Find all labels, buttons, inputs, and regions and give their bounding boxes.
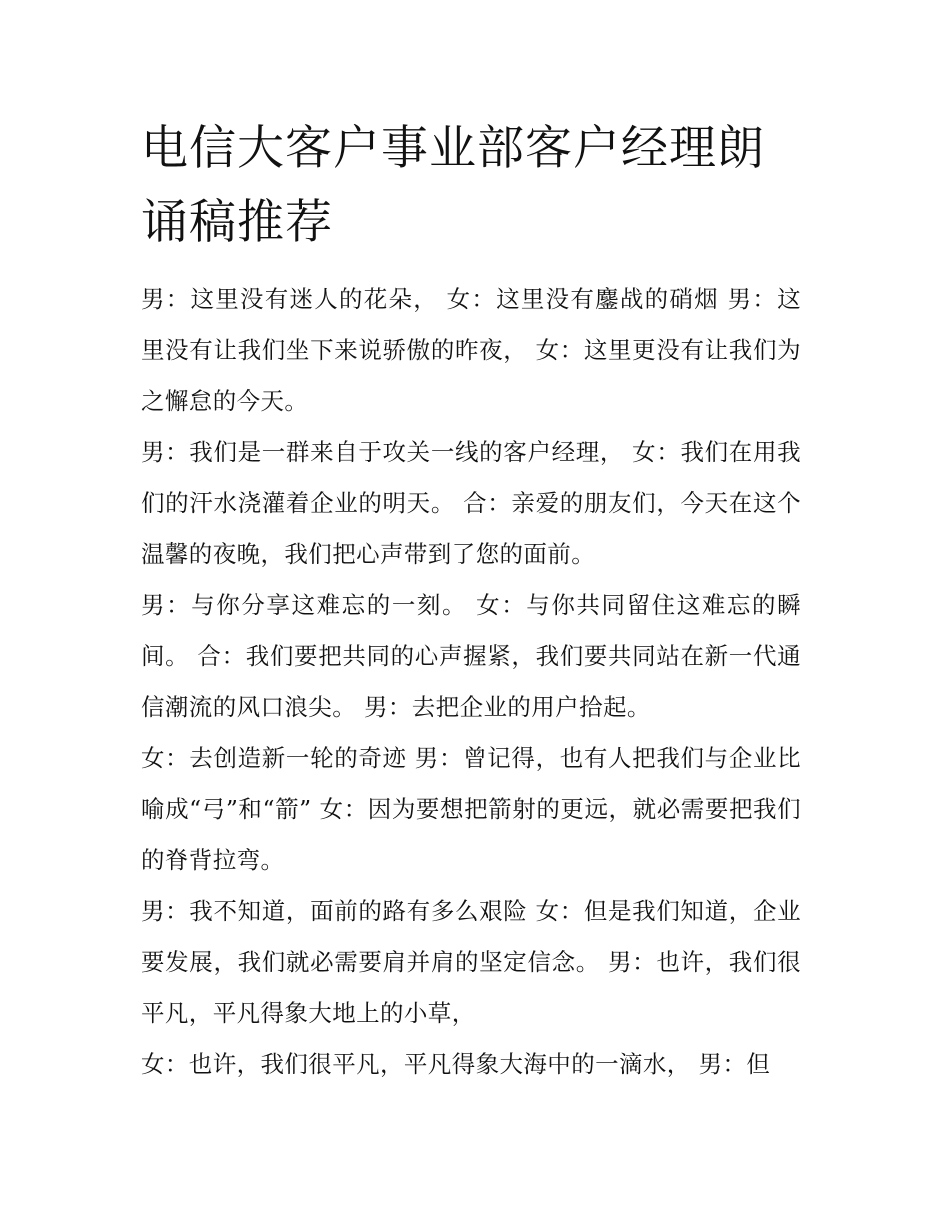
paragraph-3: 男：与你分享这难忘的一刻。 女：与你共同留住这难忘的瞬间。 合：我们要把共同的心声握紧，我们要共同站在新一代通信潮流的风口浪尖。 男：去把企业的用户拾起。 (141, 591, 801, 721)
paragraph-6: 女：也许，我们很平凡，平凡得象大海中的一滴水， 男：但 (141, 1050, 771, 1078)
document-title: 电信大客户事业部客户经理朗诵稿推荐 (141, 121, 765, 250)
paragraph-4: 女：去创造新一轮的奇迹 男：曾记得，也有人把我们与企业比喻成“弓”和“箭” 女：因为要想把箭射的更远，就必需要把我们的脊背拉弯。 (141, 744, 801, 874)
paragraph-5: 男：我不知道，面前的路有多么艰险 女：但是我们知道，企业要发展，我们就必需要肩并肩的坚定信念。 男：也许，我们很平凡，平凡得象大地上的小草， (141, 897, 801, 1027)
paragraph-1: 男：这里没有迷人的花朵， 女：这里没有鏖战的硝烟 男：这里没有让我们坐下来说骄傲的昨夜， 女：这里更没有让我们为之懈怠的今天。 (141, 285, 801, 415)
paragraph-2: 男：我们是一群来自于攻关一线的客户经理， 女：我们在用我们的汗水浇灌着企业的明天。 合：亲爱的朋友们，今天在这个温馨的夜晚，我们把心声带到了您的面前。 (141, 438, 801, 568)
document-content (141, 112, 801, 1090)
